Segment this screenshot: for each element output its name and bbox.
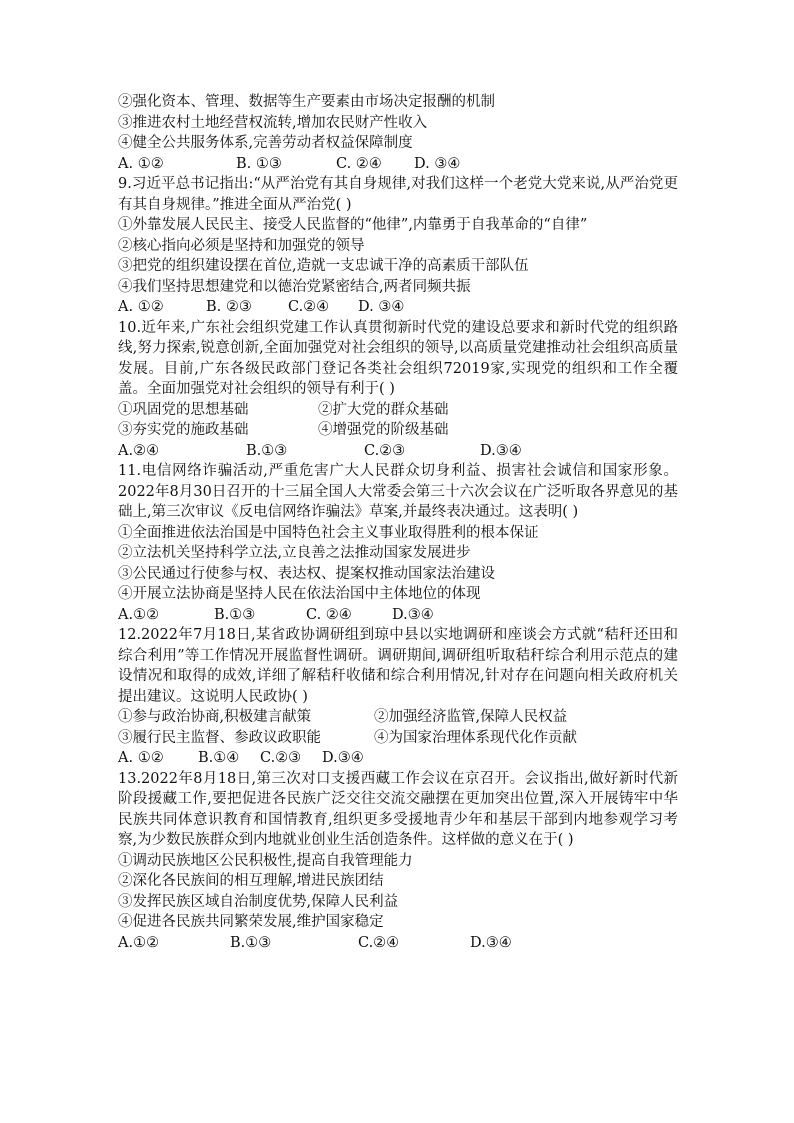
option-3: ③履行民主监督、参政议政职能	[118, 729, 321, 746]
answer-b: B.①④	[198, 750, 240, 766]
option-4: ④为国家治理体系现代化作贡献	[374, 729, 577, 746]
option-line: ①全面推进依法治国是中国特色社会主义事业取得胜利的根本保证	[118, 524, 539, 541]
option-row	[118, 420, 678, 441]
answer-c: C.②③	[260, 750, 302, 766]
option-line: ②立法机关坚持科学立法,立良善之法推动国家发展进步	[118, 545, 471, 561]
answer-a: A.①②	[118, 606, 160, 623]
question-stem: 10.近年来,广东社会组织党建工作认真贯彻新时代党的建设总要求和新时代党的组织路线,努力探索,锐意创新,全面加强党对社会组织的领导,以高质量党建推动社会组织高质量发展。目前,广东各级民政部门登记各类社会组织72019家,实现党的组织和工作全覆盖。全面加强党对社会组织的领导有利于( )	[118, 319, 678, 397]
answer-choices	[118, 297, 678, 318]
option-3: ③夯实党的施政基础	[118, 422, 249, 438]
option-4: ④增强党的阶级基础	[318, 422, 449, 438]
option-row	[118, 728, 678, 749]
answer-b: B. ①③	[236, 155, 282, 172]
option-line: ②深化各民族间的相互理解,增进民族团结	[118, 873, 384, 889]
answer-choices	[118, 154, 678, 175]
question-10	[118, 318, 678, 462]
answer-b: B.①③	[214, 606, 256, 623]
option-line: ④我们坚持思想建党和以德治党紧密结合,两者同频共振	[118, 278, 471, 295]
question-9	[118, 174, 678, 318]
answer-c: C.②④	[358, 934, 400, 951]
answer-c: C. ②④	[306, 606, 352, 623]
answer-c: C. ②④	[336, 155, 382, 172]
option-line: ①外靠发展人民民主、接受人民监督的“他律”,内靠勇于自我革命的“自律”	[118, 217, 588, 233]
answer-a: A. ①②	[118, 299, 164, 315]
question-8-tail	[118, 92, 678, 174]
answer-a: A.②④	[118, 442, 160, 459]
answer-choices	[118, 441, 678, 462]
option-1: ①参与政治协商,积极建言献策	[118, 709, 312, 725]
answer-a: A. ①②	[118, 155, 164, 172]
answer-d: D.③④	[470, 934, 512, 951]
answer-a: A.①②	[118, 934, 160, 951]
option-line: ③推进农村土地经营权流转,增加农民财产性收入	[118, 114, 428, 131]
answer-b: B.①③	[230, 934, 272, 951]
option-row	[118, 400, 678, 421]
answer-a: A. ①②	[118, 750, 164, 766]
question-stem: 11.电信网络诈骗活动,严重危害广大人民群众切身利益、损害社会诚信和国家形象。2022年8月30日召开的十三届全国人大常委会第三十六次会议在广泛听取各界意见的基础上,第三次审议《反电信网络诈骗法》草案,并最终表决通过。这表明( )	[118, 463, 678, 520]
option-line: ④促进各民族共同繁荣发展,维护国家稳定	[118, 914, 384, 930]
option-line: ③把党的组织建设摆在首位,造就一支忠诚干净的高素质干部队伍	[118, 258, 529, 274]
answer-c: C.②④	[288, 299, 330, 315]
answer-d: D. ③④	[358, 299, 405, 315]
answer-choices	[118, 605, 678, 626]
option-2: ②加强经济监管,保障人民权益	[374, 709, 568, 725]
answer-d: D. ③④	[414, 155, 461, 172]
question-13	[118, 769, 678, 954]
answer-b: B. ②③	[206, 299, 252, 315]
option-line: ③发挥民族区域自治制度优势,保障人民利益	[118, 893, 399, 910]
question-stem: 13.2022年8月18日,第三次对口支援西藏工作会议在京召开。会议指出,做好新时代新阶段援藏工作,要把促进各民族广泛交往交流交融摆在更加突出位置,深入开展铸牢中华民族共同体意识教育和国情教育,组织更多受援地青少年和基层干部到内地参观学习考察,为少数民族群众到内地就业创业生活创造条件。这样做的意义在于( )	[118, 770, 678, 848]
option-line: ③公民通过行使参与权、表达权、提案权推动国家法治建设	[118, 565, 495, 582]
question-11	[118, 461, 678, 625]
exam-page	[118, 92, 678, 953]
option-row	[118, 707, 678, 728]
option-line: ②强化资本、管理、数据等生产要素由市场决定报酬的机制	[118, 94, 495, 110]
question-12	[118, 625, 678, 769]
option-line: ④开展立法协商是坚持人民在依法治国中主体地位的体现	[118, 586, 481, 602]
option-line: ④健全公共服务体系,完善劳动者权益保障制度	[118, 135, 413, 151]
answer-choices	[118, 748, 678, 769]
option-2: ②扩大党的群众基础	[318, 401, 449, 418]
answer-d: D.③④	[392, 606, 434, 623]
answer-d: D.③④	[322, 750, 364, 766]
answer-d: D.③④	[480, 442, 522, 459]
answer-b: B.①③	[246, 442, 288, 459]
option-line: ②核心指向必须是坚持和加强党的领导	[118, 237, 365, 254]
answer-c: C.②③	[364, 442, 406, 459]
question-stem: 9.习近平总书记指出:“从严治党有其自身规律,对我们这样一个老党大党来说,从严治党更有其自身规律。”推进全面从严治党( )	[118, 176, 678, 213]
question-stem: 12.2022年7月18日,某省政协调研组到琼中县以实地调研和座谈会方式就“秸秆还田和综合利用”等工作情况开展监督性调研。调研期间,调研组听取秸秆综合利用示范点的建设情况和取得的成效,详细了解秸秆收储和综合利用情况,针对存在问题向相关政府机关提出建议。这说明人民政协( )	[118, 627, 678, 705]
answer-choices	[118, 933, 678, 954]
option-1: ①巩固党的思想基础	[118, 401, 249, 418]
option-line: ①调动民族地区公民积极性,提高自我管理能力	[118, 852, 413, 869]
